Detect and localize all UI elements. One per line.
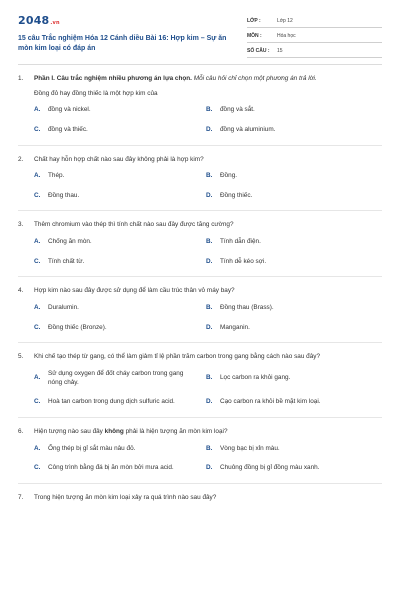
logo-suffix: .vn: [50, 20, 60, 26]
question-4: [18, 287, 382, 332]
option-text: Ống thép bị gỉ sắt màu nâu đỏ.: [48, 444, 136, 452]
question-text: Thêm chromium vào thép thì tính chất nào sau đây được tăng cường?: [34, 221, 234, 229]
question-5: [18, 353, 382, 407]
question-1: [18, 75, 382, 135]
answer-option[interactable]: [206, 324, 382, 333]
option-letter: D.: [206, 125, 213, 133]
section-note: Mỗi câu hỏi chỉ chọn một phương án trả lời.: [193, 75, 317, 82]
option-text: đồng và nickel.: [48, 106, 91, 114]
question-number: 6.: [18, 427, 24, 435]
question-text: Chất hay hỗn hợp chất nào sau đây không phải là hợp kim?: [34, 155, 204, 163]
meta-label: MÔN :: [247, 33, 262, 40]
answer-option[interactable]: [206, 192, 382, 201]
option-text: Đồng thau (Brass).: [220, 304, 274, 312]
brand-block: [18, 14, 236, 62]
question-number: 2.: [18, 155, 24, 163]
option-letter: C.: [34, 191, 41, 199]
option-letter: A.: [34, 238, 41, 246]
option-text: Đồng thiếc (Bronze).: [48, 323, 107, 331]
question-3: [18, 221, 382, 266]
answer-option[interactable]: [34, 304, 206, 313]
option-letter: B.: [206, 106, 213, 114]
answer-option[interactable]: [206, 258, 382, 267]
logo-main: 2048: [18, 14, 50, 27]
answer-option[interactable]: [206, 238, 382, 247]
answer-option[interactable]: [34, 398, 206, 407]
option-letter: A.: [34, 172, 41, 180]
option-text: Hoà tan carbon trong dung dịch sulfuric acid.: [48, 398, 175, 406]
option-text: Tính dễ kéo sợi.: [220, 257, 267, 265]
meta-label: SỐ CÂU :: [247, 48, 270, 55]
question-text: Trong hiện tượng ăn mòn kim loại xảy ra quá trình nào sau đây?: [34, 493, 217, 501]
option-text: Lọc carbon ra khỏi gang.: [220, 374, 291, 382]
answer-option[interactable]: [206, 172, 382, 181]
meta-row-count: [247, 46, 382, 58]
option-text: Duralumin.: [48, 304, 79, 312]
question-number: 4.: [18, 287, 24, 295]
answer-options: [34, 172, 382, 200]
document-header: [18, 0, 382, 62]
document-title: 15 câu Trắc nghiệm Hóa 12 Cánh diều Bài 16: Hợp kim – Sự ăn mòn kim loại có đáp án: [18, 34, 227, 52]
option-text: Chống ăn mòn.: [48, 238, 92, 246]
option-text: Đồng thiếc.: [220, 191, 253, 199]
answer-option[interactable]: [206, 106, 382, 115]
answer-option[interactable]: [34, 258, 206, 267]
option-letter: D.: [206, 191, 213, 199]
answer-option[interactable]: [34, 192, 206, 201]
answer-option[interactable]: [206, 304, 382, 313]
answer-option[interactable]: [206, 464, 382, 473]
meta-row-subject: [247, 31, 382, 43]
answer-option[interactable]: [206, 126, 382, 135]
answer-option[interactable]: [34, 445, 206, 454]
answer-options: [34, 238, 382, 266]
option-text: Sử dụng oxygen để đốt cháy carbon trong gang nóng chảy.: [48, 369, 184, 386]
option-letter: D.: [206, 464, 213, 472]
question-7: [18, 494, 382, 503]
answer-option[interactable]: [34, 238, 206, 247]
option-letter: C.: [34, 464, 41, 472]
option-letter: B.: [206, 374, 213, 382]
option-text: Cạo carbon ra khỏi bề mặt kim loại.: [220, 398, 321, 406]
answer-option[interactable]: [34, 172, 206, 181]
option-text: đồng và thiếc.: [48, 125, 88, 133]
question-divider: [18, 276, 382, 277]
option-letter: A.: [34, 106, 41, 114]
meta-value: Lớp 12: [277, 18, 293, 25]
option-letter: B.: [206, 238, 213, 246]
question-2: [18, 156, 382, 201]
option-letter: A.: [34, 444, 41, 452]
answer-options: [34, 370, 382, 407]
header-divider: [18, 64, 382, 65]
section-instructions: [34, 75, 382, 84]
question-text-post: phải là hiện tượng ăn mòn kim loại?: [123, 427, 228, 435]
answer-options: [34, 445, 382, 473]
question-6: [18, 428, 382, 473]
answer-option[interactable]: [34, 370, 206, 387]
option-letter: C.: [34, 398, 41, 406]
question-text-pre: Hiện tượng nào sau đây: [34, 427, 105, 435]
question-text: Khi chế tạo thép từ gang, có thể làm giảm tỉ lệ phần trăm carbon trong gang bằng cách nào sau đây?: [34, 353, 321, 361]
option-letter: C.: [34, 323, 41, 331]
answer-option[interactable]: [34, 324, 206, 333]
section-heading: Phần I. Câu trắc nghiệm nhiều phương án lựa chọn.: [34, 75, 192, 82]
option-letter: C.: [34, 257, 41, 265]
option-letter: D.: [206, 323, 213, 331]
question-divider: [18, 145, 382, 146]
question-text: [34, 428, 382, 437]
option-text: Manganin.: [220, 323, 250, 331]
question-divider: [18, 342, 382, 343]
answer-option[interactable]: [34, 106, 206, 115]
question-divider: [18, 210, 382, 211]
option-text: Công trình bằng đá bị ăn mòn bởi mưa acid.: [48, 464, 174, 472]
option-letter: C.: [34, 125, 41, 133]
option-letter: B.: [206, 444, 213, 452]
site-logo[interactable]: [18, 14, 236, 29]
question-divider: [18, 483, 382, 484]
option-letter: B.: [206, 304, 213, 312]
option-text: Thép.: [48, 172, 65, 180]
answer-option[interactable]: [34, 126, 206, 135]
answer-options: [34, 106, 382, 134]
answer-options: [34, 304, 382, 332]
question-number: 1.: [18, 75, 24, 82]
option-text: Đồng.: [220, 172, 238, 180]
answer-option[interactable]: [206, 445, 382, 454]
option-text: đồng và sắt.: [220, 106, 255, 114]
meta-value: Hóa học: [277, 33, 296, 40]
question-number: 5.: [18, 353, 24, 361]
option-text: Tính chất từ.: [48, 257, 85, 265]
option-letter: A.: [34, 304, 41, 312]
meta-value: 15: [277, 48, 283, 55]
option-letter: A.: [34, 374, 41, 382]
option-text: đồng và aluminium.: [220, 125, 276, 133]
question-number: 3.: [18, 221, 24, 229]
meta-label: LỚP :: [247, 18, 261, 25]
option-letter: D.: [206, 398, 213, 406]
option-letter: D.: [206, 257, 213, 265]
meta-row-class: [247, 16, 382, 28]
answer-option[interactable]: [206, 398, 382, 407]
question-text-emphasis: không: [104, 427, 124, 435]
option-text: Đồng thau.: [48, 191, 80, 199]
answer-option[interactable]: [206, 370, 382, 387]
option-text: Chuông đồng bị gỉ đồng màu xanh.: [220, 464, 320, 472]
option-text: Vòng bạc bị xỉn màu.: [220, 444, 280, 452]
answer-option[interactable]: [34, 464, 206, 473]
option-text: Tính dẫn điện.: [220, 238, 261, 246]
question-divider: [18, 417, 382, 418]
option-letter: B.: [206, 172, 213, 180]
document-meta: [247, 14, 382, 62]
question-text: Đồng đỏ hay đồng thiếc là một hợp kim của: [34, 89, 158, 97]
question-number: 7.: [18, 493, 24, 501]
question-text: Hợp kim nào sau đây được sử dụng để làm cầu trúc thân vỏ máy bay?: [34, 287, 235, 295]
